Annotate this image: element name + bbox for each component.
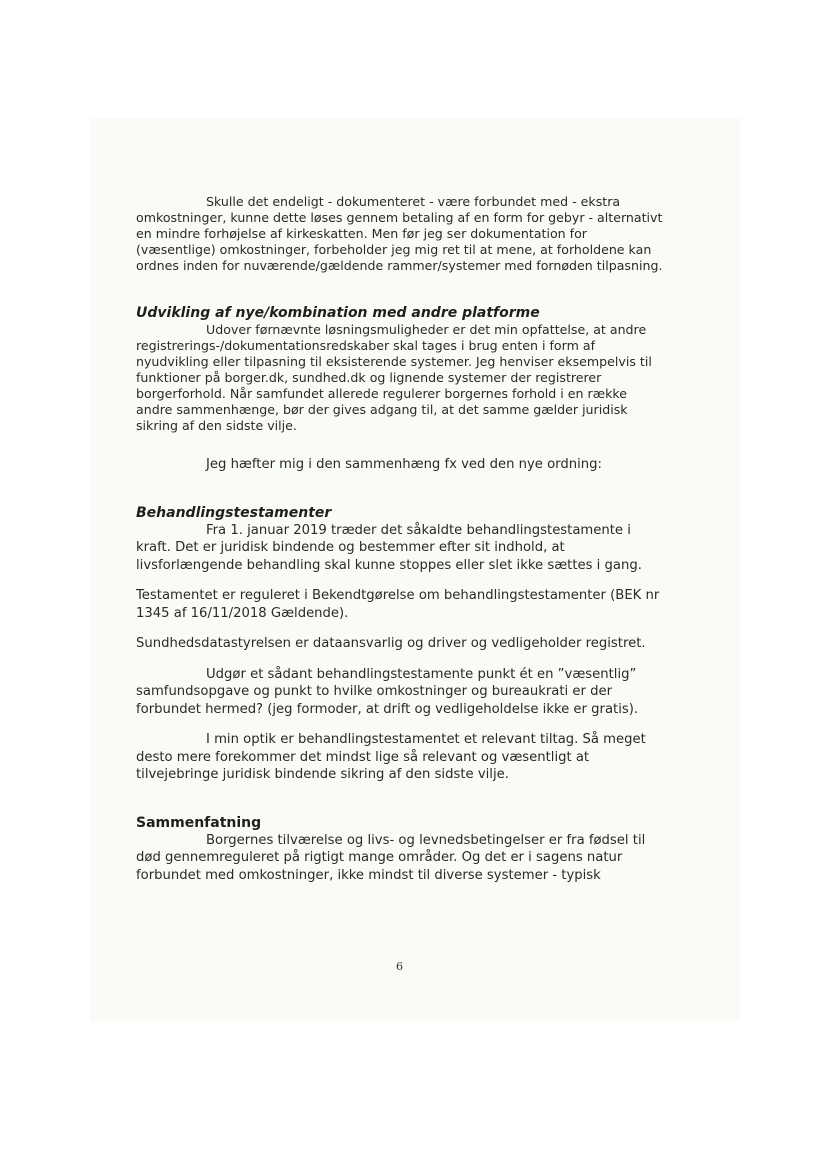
paragraph-sammenfatning: Borgernes tilværelse og livs- og levnedsbetingelser er fra fødsel til død gennemreguleret på rigtigt mange områder. Og det er i sagens natur forbundet med omkostninger, ikke mindst til diverse systemer - typisk — [136, 832, 646, 883]
paragraph-sundhedsdatastyrelsen: Sundhedsdatastyrelsen er dataansvarlig og driver og vedligeholder registret. — [136, 636, 646, 651]
heading-behandlingstestamenter: Behandlingstestamenter — [136, 504, 332, 521]
paragraph-ordning: Jeg hæfter mig i den sammenhæng fx ved den nye ordning: — [206, 457, 602, 472]
paragraph-optik: I min optik er behandlingstestamentet et relevant tiltag. Så meget desto mere forekommer det mindst lige så relevant og væsentligt at tilvejebringe juridisk bindende sikring af den sidste vilje. — [136, 732, 646, 782]
heading-udvikling: Udvikling af nye/kombination med andre platforme — [136, 305, 540, 321]
page-number: 6 — [396, 960, 403, 973]
paragraph-gebyr: Skulle det endeligt - dokumenteret - være forbundet med - ekstra omkostninger, kunne dette løses gennem betaling af en form for gebyr - alternativt en mindre forhøjelse af kirkeskatten. Men før jeg ser dokumentation for (væsentlige) omkostninger, forbeholder jeg mig ret til at mene, at forholdene kan ordnes inden for nuværende/gældende rammer/systemer med fornøden tilpasning. — [136, 194, 663, 273]
paragraph-udvikling: Udover førnævnte løsningsmuligheder er det min opfattelse, at andre registrerings-/dokumentationsredskaber skal tages i brug enten i form af nyudvikling eller tilpasning til eksisterende systemer. Jeg henviser eksempelvis til funktioner på borger.dk, sundhed.dk og lignende systemer der registrerer borgerforhold. Når samfundet allerede regulerer borgernes forhold i en række andre sammenhænge, bør der gives adgang til, at det samme gælder juridisk sikring af den sidste vilje. — [136, 322, 652, 433]
paragraph-behandlingstestamente: Fra 1. januar 2019 træder det såkaldte behandlingstestamente i kraft. Det er juridisk bindende og bestemmer efter sit indhold, at livsforlængende behandling skal kunne stoppes eller slet ikke sættes i gang. — [136, 522, 642, 573]
paragraph-bekendtgoerelse: Testamentet er reguleret i Bekendtgørelse om behandlingstestamenter (BEK nr 1345 af 16/11/2018 Gældende). — [136, 588, 660, 621]
paragraph-samfundsopgave: Udgør et sådant behandlingstestamente punkt ét en ”væsentlig” samfundsopgave og punkt to hvilke omkostninger og bureaukrati er der forbundet hermed? (jeg formoder, at drift og vedligeholdelse ikke er gratis). — [136, 666, 639, 717]
heading-sammenfatning: Sammenfatning — [136, 814, 262, 831]
document-body — [136, 194, 666, 884]
